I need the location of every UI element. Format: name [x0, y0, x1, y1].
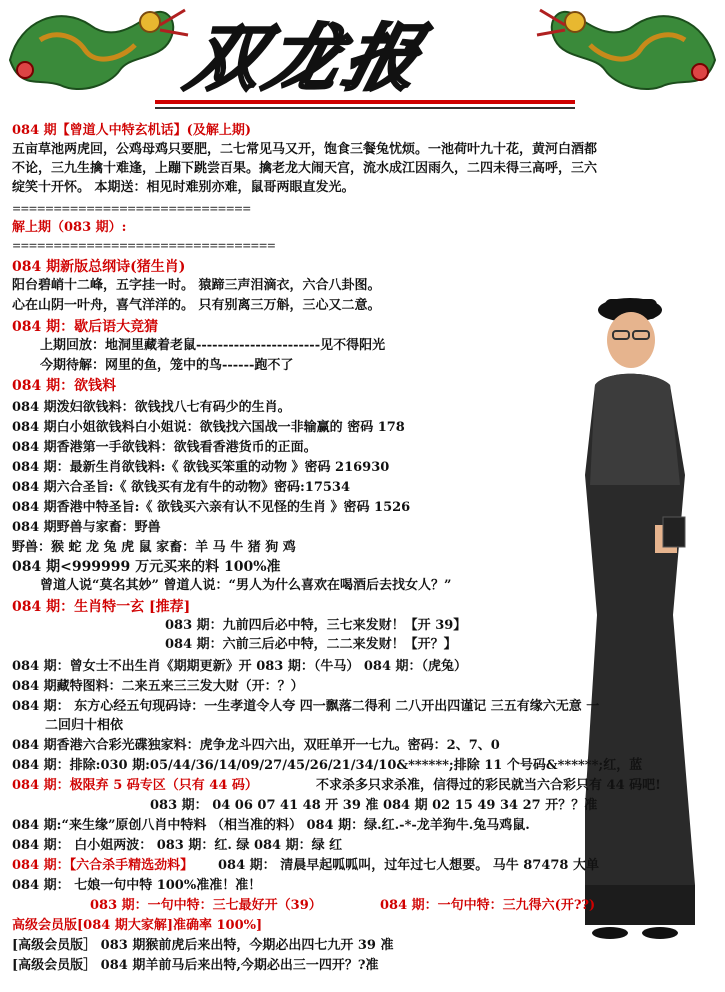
xuanji-line-3: 绽笑十开怀。 本期送：相见时难别亦难，鼠哥两眼直发光。: [12, 180, 355, 195]
misc-line-2: 084 期藏特图料：二来五来三三发大财（开：？）: [12, 679, 304, 694]
poem-line-2: 心在山阴一叶舟，喜气洋洋的。 只有别离三万斛，三心又二意。: [12, 298, 381, 313]
more-line-4: 084 期： 七娘一句中特 100%准准！准！: [12, 878, 262, 893]
yuqian-line-9: 084 期<999999 万元买来的料 100%准: [12, 559, 281, 575]
masthead: [0, 0, 725, 118]
yuqian-line-10: 曾道人说“莫名其妙” 曾道人说：“男人为什么喜欢在喝酒后去找女人？”: [40, 578, 452, 593]
more-line-6: 高级会员版[084 期大家解]准确率 100%]: [12, 918, 263, 933]
section-heading-xuanji: 084 期【曾道人中特玄机话】(及解上期): [12, 123, 251, 138]
wuma-tail: 不求杀多只求杀准，信得过的彩民就当六合彩只有 44 码吧!: [316, 778, 661, 793]
section-heading-poem: 084 期新版总纲诗(猪生肖): [12, 259, 186, 275]
yixuan-line-2: 084 期：六前三后必中特，二二来发财！【开？】: [165, 637, 457, 652]
section-heading-xiehou: 084 期：歇后语大竞猜: [12, 319, 159, 335]
section-heading-yuqian: 084 期：欲钱料: [12, 378, 117, 394]
more-line-7: [高级会员版］ 083 期猴前虎后来出特，今期必出四七九开 39 准: [12, 938, 394, 953]
yuqian-line-6: 084 期香港中特圣旨:《 欲钱买六亲有认不见怪的生肖 》密码 1526: [12, 500, 411, 515]
more-line-3-red: 084 期：【六合杀手精选劲料】: [12, 858, 194, 873]
section-heading-yixuan: 084 期：生肖特一玄 [推荐]: [12, 599, 191, 615]
yuqian-line-8: 野兽：猴 蛇 龙 兔 虎 鼠 家畜：羊 马 牛 猪 狗 鸡: [12, 540, 296, 555]
more-line-5b: 084 期：一句中特：三九得六(开??): [380, 898, 596, 913]
misc-line-4: 084 期香港六合彩光碟独家料：虎争龙斗四六出，双旺单开一七九。密码：2、7、0: [12, 738, 500, 753]
more-line-1: 084 期:“来生缘”原创八肖中特料 （相当准的料） 084 期：绿.红.-*-龙羊狗牛.兔马鸡鼠.: [12, 818, 530, 833]
yuqian-line-2: 084 期白小姐欲钱料白小姐说：欲钱找六国战一非输赢的 密码 178: [12, 420, 405, 435]
yuqian-line-7: 084 期野兽与家畜：野兽: [12, 520, 161, 535]
left-dragon-icon: [0, 0, 190, 105]
zeng-daoren-figure: [585, 285, 705, 965]
title-underline-2: [155, 107, 575, 109]
wuma-line-2: 083 期： 04 06 07 41 48 开 39 准 084 期 02 15 49 34 27 开？？准: [150, 798, 598, 813]
yuqian-line-4: 084 期：最新生肖欲钱料:《 欲钱买笨重的动物 》密码 216930: [12, 460, 390, 475]
yuqian-line-3: 084 期香港第一手欲钱料：欲钱看香港货币的正面。: [12, 440, 317, 455]
jie-label: 解上期（083 期）:: [12, 220, 127, 235]
misc-line-1: 084 期：曾女士不出生肖《期期更新》开 083 期：（牛马） 084 期：（虎兔）: [12, 659, 468, 674]
misc-line-3a: 084 期： 东方心经五句现码诗：一生孝道令人夸 四一飘落二得利 二八开出四谨记 三五有缘六无意 一: [12, 699, 600, 714]
title-underline: [155, 100, 575, 104]
misc-line-3b: 二回归十相依: [45, 718, 124, 733]
page-title: 双龙报: [179, 15, 435, 100]
poem-line-1: 阳台碧峭十二峰，五字挂一时。 猿蹄三声泪滴衣，六合八卦图。: [12, 278, 381, 293]
more-line-8: [高级会员版］ 084 期羊前马后来出特,今期必出三一四开？?准: [12, 958, 379, 973]
yuqian-line-1: 084 期泼妇欲钱料：欲钱找八七有码少的生肖。: [12, 400, 291, 415]
xuanji-line-1: 五亩草池两虎回，公鸡母鸡只要肥，二七常见马又开，饱食三餐兔忧烦。一池荷叶九十花，黄河白酒都: [12, 142, 598, 157]
more-line-2: 084 期： 白小姐两波： 083 期：红. 绿 084 期：绿 红: [12, 838, 343, 853]
divider-rule-1: =============================: [12, 202, 251, 215]
yuqian-line-5: 084 期六合圣旨:《 欲钱买有龙有牛的动物》密码:17534: [12, 480, 351, 495]
misc-line-5: 084 期：排除:030 期:05/44/36/14/09/27/45/26/21/34/10&******;排除 11 个号码&******;红，蓝: [12, 758, 643, 773]
yixuan-line-1: 083 期：九前四后必中特，三七来发财！【开 39】: [165, 618, 467, 633]
more-line-5a: 083 期：一句中特：三七最好开（39）: [90, 898, 322, 913]
more-line-3: 084 期： 清晨早起呱呱叫，过年过七人想要。 马牛 87478 大单: [218, 858, 599, 873]
section-heading-wuma: 084 期：极限弃 5 码专区（只有 44 码）: [12, 778, 258, 793]
xiehou-line-1: 上期回放：地洞里藏着老鼠-----------------------见不得阳光: [40, 338, 386, 353]
divider-rule-2: ================================: [12, 239, 275, 252]
xuanji-line-2: 不论，三九生擒十难逢，上蹦下跳尝百果。擒老龙大闹天宫，流水成江因雨久，二四未得三高呼，三六: [12, 161, 598, 176]
right-dragon-icon: [535, 0, 725, 110]
xiehou-line-2: 今期待解：网里的鱼，笼中的鸟------跑不了: [40, 358, 294, 373]
